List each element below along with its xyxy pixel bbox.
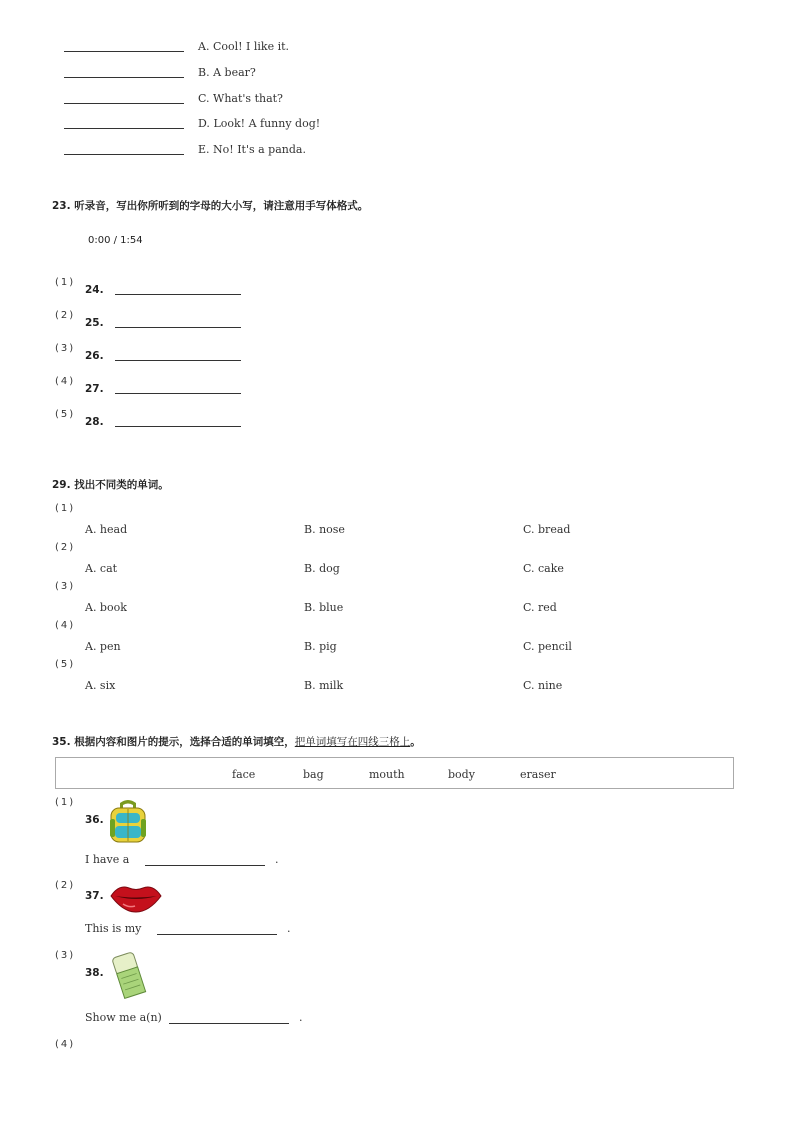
sub-number: (1) — [55, 503, 76, 514]
audio-player[interactable] — [88, 235, 143, 246]
sub-number: (3) — [55, 950, 76, 961]
sub-number: (4) — [55, 376, 76, 387]
choice-b[interactable]: B. dog — [304, 562, 340, 575]
choice-a[interactable]: A. pen — [85, 640, 121, 653]
option-d: D. Look! A funny dog! — [198, 117, 321, 130]
answer-blank[interactable] — [115, 327, 241, 328]
answer-blank[interactable] — [115, 426, 241, 427]
sentence-end: . — [275, 853, 279, 866]
choice-c[interactable]: C. pencil — [523, 640, 572, 653]
choice-b[interactable]: B. nose — [304, 523, 345, 536]
answer-blank[interactable] — [64, 154, 184, 155]
choice-b[interactable]: B. blue — [304, 601, 344, 614]
sub-number: (2) — [55, 542, 76, 553]
choice-a[interactable]: A. cat — [85, 562, 118, 575]
choice-b[interactable]: B. milk — [304, 679, 344, 692]
word-bank-item: bag — [303, 768, 324, 781]
lips-icon — [109, 882, 163, 914]
sentence-end: . — [287, 922, 291, 935]
item-number: 27. — [85, 383, 104, 395]
item-number: 26. — [85, 350, 104, 362]
choice-c[interactable]: C. cake — [523, 562, 564, 575]
sub-number: (3) — [55, 343, 76, 354]
question-title: 35. 根据内容和图片的提示，选择合适的单词填空，把单词填写在四线三格上。 — [52, 736, 421, 748]
word-bank-item: body — [448, 768, 475, 781]
answer-blank[interactable] — [115, 393, 241, 394]
option-e: E. No! It's a panda. — [198, 143, 306, 156]
choice-a[interactable]: A. head — [85, 523, 128, 536]
sub-number: (5) — [55, 409, 76, 420]
answer-blank[interactable] — [64, 51, 184, 52]
answer-blank[interactable] — [169, 1023, 289, 1024]
option-b: B. A bear? — [198, 66, 256, 79]
sub-number: (4) — [55, 620, 76, 631]
choice-a[interactable]: A. six — [85, 679, 116, 692]
choice-b[interactable]: B. pig — [304, 640, 337, 653]
item-number: 28. — [85, 416, 104, 428]
sub-number: (4) — [55, 1039, 76, 1050]
word-bank-item: mouth — [369, 768, 405, 781]
underlined-instruction: 把单词填写在四线三格上 — [294, 736, 411, 748]
item-number: 36. — [85, 814, 104, 826]
audio-time: 0:00 / 1:54 — [88, 235, 143, 246]
answer-blank[interactable] — [64, 128, 184, 129]
sub-number: (2) — [55, 880, 76, 891]
sub-number: (1) — [55, 797, 76, 808]
answer-blank[interactable] — [64, 103, 184, 104]
sub-number: (1) — [55, 277, 76, 288]
answer-blank[interactable] — [115, 360, 241, 361]
item-number: 38. — [85, 967, 104, 979]
choice-c[interactable]: C. red — [523, 601, 557, 614]
eraser-icon — [109, 950, 149, 1002]
sub-number: (3) — [55, 581, 76, 592]
choice-c[interactable]: C. nine — [523, 679, 563, 692]
sentence-end: . — [299, 1011, 303, 1024]
word-bank-item: eraser — [520, 768, 556, 781]
sentence: This is my — [85, 922, 142, 935]
choice-a[interactable]: A. book — [85, 601, 127, 614]
question-title: 23. 听录音，写出你所听到的字母的大小写，请注意用手写体格式。 — [52, 200, 369, 212]
option-c: C. What's that? — [198, 92, 283, 105]
question-title: 29. 找出不同类的单词。 — [52, 479, 169, 491]
item-number: 37. — [85, 890, 104, 902]
sentence: I have a — [85, 853, 130, 866]
answer-blank[interactable] — [64, 77, 184, 78]
answer-blank[interactable] — [115, 294, 241, 295]
option-a: A. Cool! I like it. — [198, 40, 290, 53]
backpack-icon — [108, 799, 148, 844]
answer-blank[interactable] — [157, 934, 277, 935]
choice-c[interactable]: C. bread — [523, 523, 571, 536]
sub-number: (2) — [55, 310, 76, 321]
sentence: Show me a(n) — [85, 1011, 162, 1024]
sub-number: (5) — [55, 659, 76, 670]
answer-blank[interactable] — [145, 865, 265, 866]
item-number: 24. — [85, 284, 104, 296]
word-bank-item: face — [232, 768, 256, 781]
item-number: 25. — [85, 317, 104, 329]
